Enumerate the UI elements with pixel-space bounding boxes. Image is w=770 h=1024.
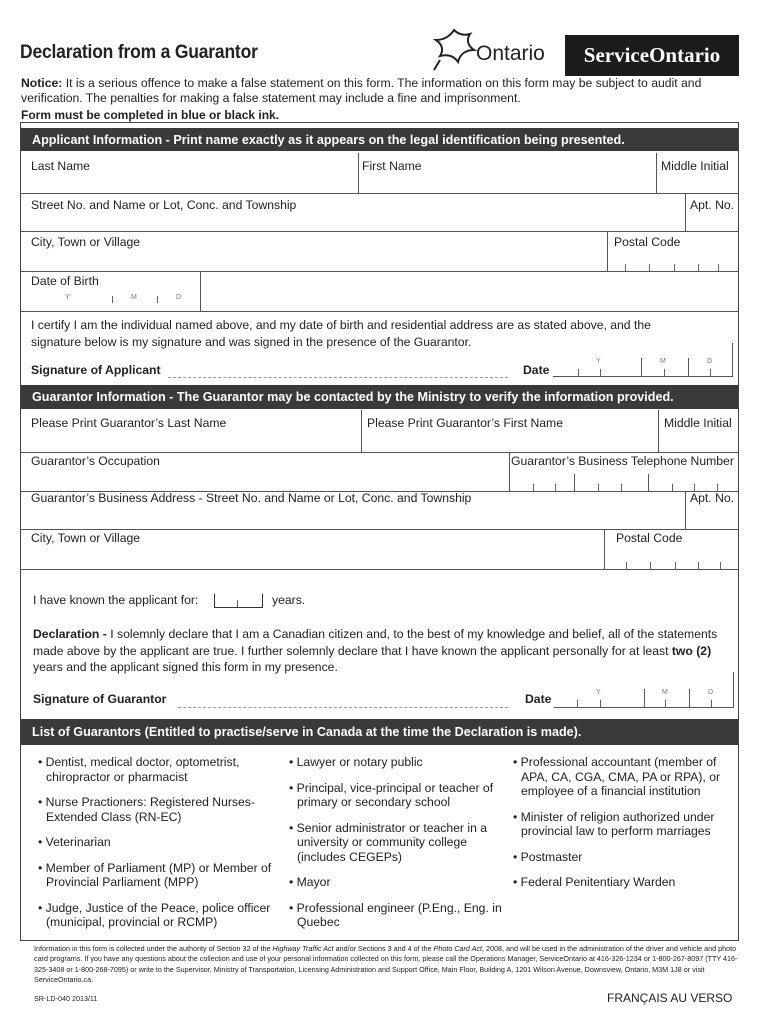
guarantor-type: • Nurse Practioners: Registered Nurses-Extended Class (RN-EC) — [38, 795, 255, 824]
applicant-dob-label: Date of Birth — [31, 274, 99, 288]
guarantor-type: • Postmaster — [513, 849, 583, 864]
guarantor-list-col1 — [34, 755, 284, 941]
guarantor-list-col3 — [509, 755, 734, 901]
guarantor-list-header: List of Guarantors (Entitled to practise/serve in Canada at the time the Declaration is made). — [21, 719, 738, 745]
form-title: Declaration from a Guarantor — [20, 42, 258, 63]
notice-body: It is a serious offence to make a false statement on this form. The information on this form may be subject to audit and verification. The penalties for making a false statement may include a fine and imprisonment. — [21, 76, 702, 105]
appdate-y-label: Y — [596, 358, 601, 365]
appdate-m-label: M — [660, 358, 666, 365]
appdate-d-label: D — [707, 358, 713, 365]
applicant-first-name-label: First Name — [362, 159, 422, 173]
applicant-middle-initial-label: Middle Initial — [661, 159, 729, 173]
declaration-two-years: two (2) — [671, 643, 712, 658]
ink-instruction: Form must be completed in blue or black ink. — [21, 108, 280, 122]
declaration-label: Declaration - — [33, 627, 107, 641]
applicant-date-label: Date — [523, 363, 550, 377]
french-version-note: FRANÇAIS AU VERSO — [607, 991, 733, 1005]
ontario-wordmark: Ontario — [476, 42, 545, 65]
guarantor-type: • Dentist, medical doctor, optometrist, chiropractor or pharmacist — [38, 755, 240, 784]
guarantor-city-label: City, Town or Village — [31, 531, 141, 545]
guarantor-type: • Principal, vice-principal or teacher of primary or secondary school — [289, 780, 494, 809]
applicant-city-label: City, Town or Village — [31, 235, 141, 249]
guarantor-signature-line[interactable] — [178, 707, 508, 709]
dob-y-label: Y — [65, 294, 70, 301]
guarantor-first-name-label: Please Print Guarantor’s First Name — [367, 416, 563, 430]
applicant-signature-label: Signature of Applicant — [31, 363, 161, 377]
applicant-last-name-label: Last Name — [31, 159, 90, 173]
guarantor-signature-label: Signature of Guarantor — [33, 692, 167, 706]
guarantor-type: • Veterinarian — [38, 835, 111, 849]
declaration-text-b: years and the applicant signed this form in my presence. — [33, 660, 338, 674]
declaration-text-a: I solemnly declare that I am a Canadian citizen and, to the best of my knowledge and belief, all of the statements made above by the applicant are true. I further solemnly declare that I have known the applicant personally for at least — [33, 627, 718, 658]
guarantor-type: • Federal Penitentiary Warden — [513, 875, 676, 889]
gdate-m-label: M — [662, 689, 668, 696]
applicant-certification: I certify I am the individual named above, and my date of birth and residential address are as stated above, and the signature below is my signature and was signed in the presence of the Guarantor. — [31, 318, 651, 349]
known-applicant-label: I have known the applicant for: — [33, 593, 199, 607]
applicant-signature-line[interactable] — [168, 377, 508, 379]
dob-d-label: D — [176, 294, 182, 301]
guarantor-section-header: Guarantor Information - The Guarantor may be contacted by the Ministry to verify the information provided. — [21, 385, 738, 409]
guarantor-type: • Mayor — [289, 875, 331, 889]
guarantor-declaration — [33, 626, 738, 676]
guarantor-type: • Professional accountant (member of APA, CA, CGA, CMA, PA or RPA), or employee of a financial institution — [513, 755, 721, 798]
guarantor-date-label: Date — [525, 692, 552, 706]
guarantor-type: • Judge, Justice of the Peace, police officer (municipal, provincial or RCMP) — [38, 900, 271, 929]
guarantor-middle-initial-label: Middle Initial — [664, 416, 732, 430]
notice-label: Notice: — [21, 76, 63, 90]
guarantor-apt-label: Apt. No. — [690, 491, 735, 505]
guarantor-postal-label: Postal Code — [616, 531, 683, 545]
gdate-d-label: D — [708, 689, 714, 696]
guarantor-type: • Lawyer or notary public — [289, 755, 423, 769]
guarantor-type: • Minister of religion authorized under provincial law to perform marriages — [513, 809, 715, 838]
years-suffix: years. — [272, 593, 306, 607]
notice-text — [21, 76, 736, 106]
privacy-notice: Information in this form is collected under the authority of Section 32 of the Highway Traffic Act and/or Sections 3 and 4 of the Photo Card Act, 2008, and will be used in the administration of the driver and vehicle and photo card programs. If you have any questions about the collection and use of your personal information collected on this form, please call the Operations Manager, ServiceOntario at 416-326-1234 or 1-800-267-8097 (TTY 416-325-3408 or 1-800-268-7095) or write to the Supervisor, Ministry of Transportation, Licensing Administration and Support Office, Main Floor, Building A, 1201 Wilson Avenue, Downsview, Ontario, M3M 1J8 or visit ServiceOntario.ca. — [34, 944, 738, 985]
form-number: SR-LD-040 2013/11 — [34, 994, 98, 1003]
guarantor-last-name-label: Please Print Guarantor’s Last Name — [31, 416, 227, 430]
guarantor-type: • Senior administrator or teacher in a university or community college (includes CEGEPs) — [289, 820, 488, 864]
applicant-section-header: Applicant Information - Print name exactly as it appears on the legal identification being presented. — [21, 128, 738, 151]
guarantor-phone-label: Guarantor’s Business Telephone Number — [511, 454, 734, 468]
serviceontario-badge: ServiceOntario — [565, 35, 739, 76]
years-known-box[interactable] — [214, 594, 263, 608]
guarantor-occupation-label: Guarantor’s Occupation — [31, 454, 160, 468]
gdate-y-label: Y — [596, 689, 601, 696]
applicant-postal-label: Postal Code — [614, 235, 681, 249]
guarantor-type: • Member of Parliament (MP) or Member of Provincial Parliament (MPP) — [38, 860, 272, 889]
guarantor-type: • Professional engineer (P.Eng., Eng. in Quebec — [289, 900, 502, 929]
trillium-icon — [428, 26, 480, 72]
applicant-apt-label: Apt. No. — [690, 198, 735, 212]
guarantor-list-col2 — [285, 755, 505, 941]
dob-m-label: M — [131, 294, 137, 301]
guarantor-address-label: Guarantor’s Business Address - Street No. and Name or Lot, Conc. and Township — [31, 491, 472, 505]
applicant-street-label: Street No. and Name or Lot, Conc. and Township — [31, 198, 297, 212]
